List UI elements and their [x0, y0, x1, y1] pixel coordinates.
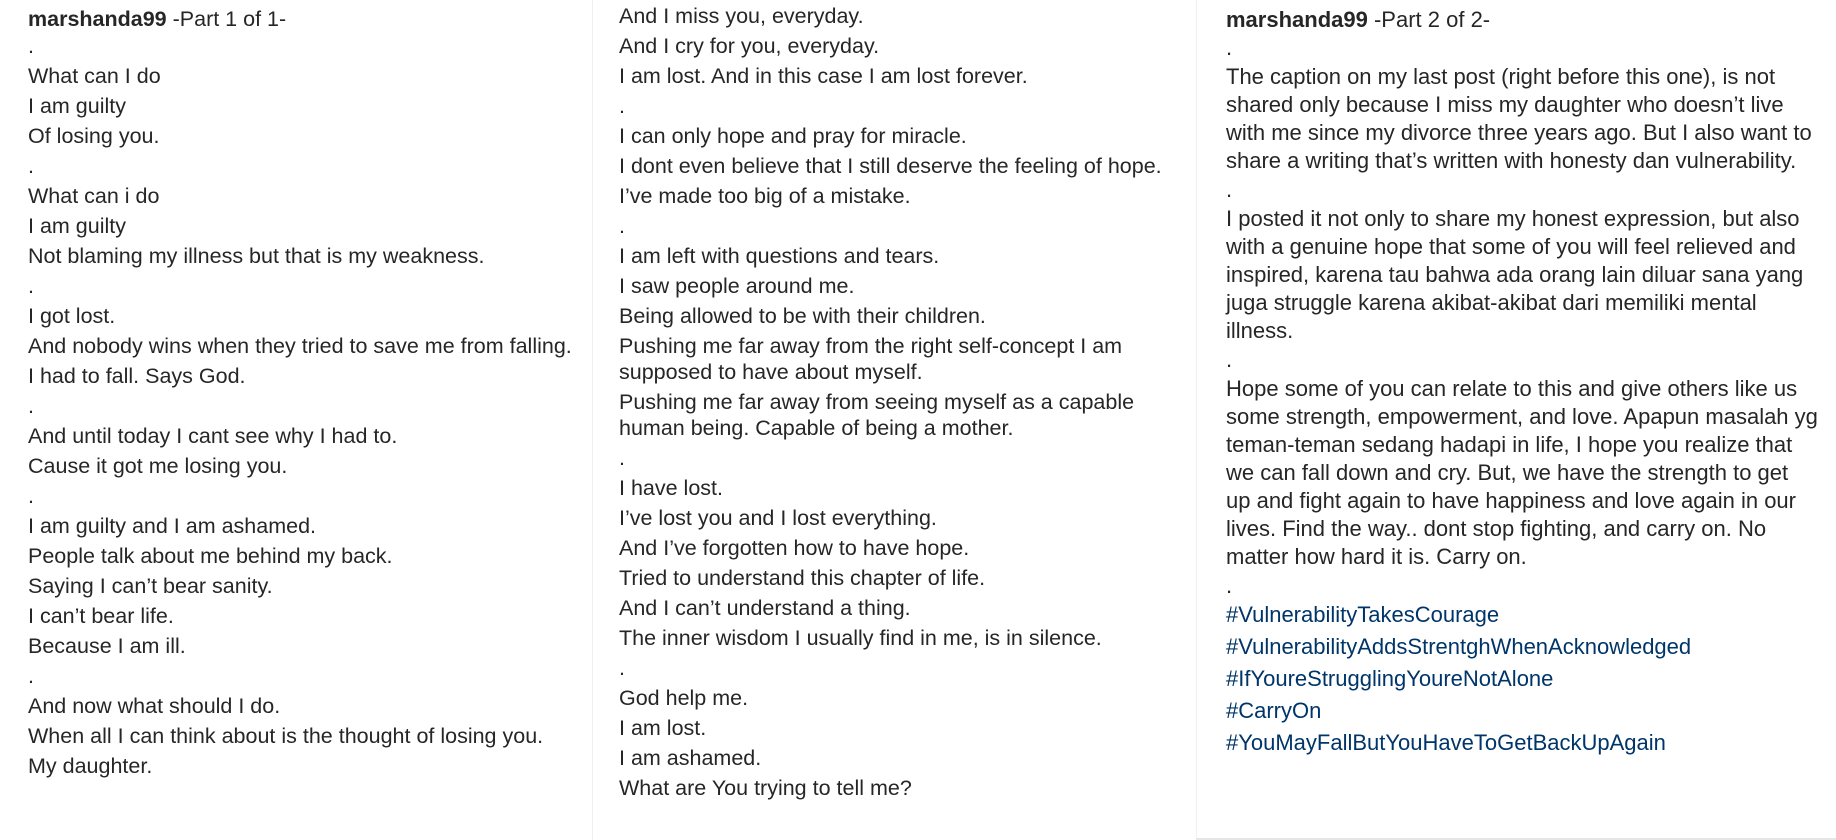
caption-body [28, 33, 573, 779]
caption-line: Cause it got me losing you. [28, 454, 288, 478]
hashtag-link[interactable]: #YouMayFallButYouHaveToGetBackUpAgain [1226, 730, 1666, 755]
caption-line: I am lost. And in this case I am lost forever. [619, 64, 1028, 88]
separator-dot: . [619, 656, 625, 680]
caption-line: I can’t bear life. [28, 604, 174, 628]
caption-line: I dont even believe that I still deserve the feeling of hope. [619, 154, 1162, 178]
caption-line: Of losing you. [28, 124, 160, 148]
caption-line: I posted it not only to share my honest expression, but also with a genuine hope that some of you will feel relieved and inspired, karena tau bahwa ada orang lain diluar sana yang juga struggle karena akibat-akibat dari memiliki mental illness. [1226, 206, 1804, 343]
separator-dot: . [28, 394, 34, 418]
separator-dot: . [619, 94, 625, 118]
hashtag-link[interactable]: #VulnerabilityAddsStrentghWhenAcknowledged [1226, 634, 1692, 659]
caption-line: The caption on my last post (right before this one), is not shared only because I miss my daughter who doesn’t live with me since my divorce three years ago. But I also want to share a writing that’s written with honesty dan vulnerability. [1226, 64, 1812, 173]
caption-line: I am lost. [619, 716, 707, 740]
caption-line: And I cry for you, everyday. [619, 34, 880, 58]
caption-body [619, 3, 1181, 801]
caption-line: And until today I cant see why I had to. [28, 424, 398, 448]
caption-line: I am ashamed. [619, 746, 762, 770]
separator-dot: . [1226, 347, 1233, 372]
caption-line: What are You trying to tell me? [619, 776, 912, 800]
caption-line: I have lost. [619, 476, 723, 500]
caption-line: Pushing me far away from the right self-concept I am supposed to have about myself. [619, 334, 1123, 384]
caption-line: I am guilty [28, 214, 126, 238]
username-link[interactable]: marshanda99 [1226, 7, 1368, 32]
separator-dot: . [1226, 35, 1233, 60]
caption-line: People talk about me behind my back. [28, 544, 393, 568]
separator-dot: . [28, 154, 34, 178]
caption-line: Being allowed to be with their children. [619, 304, 986, 328]
caption-line: I saw people around me. [619, 274, 855, 298]
separator-dot: . [28, 34, 34, 58]
separator-dot: . [28, 484, 34, 508]
caption-line: My daughter. [28, 754, 153, 778]
caption-header [28, 6, 573, 32]
caption-line: When all I can think about is the thought of losing you. [28, 724, 544, 748]
separator-dot: . [28, 274, 34, 298]
separator-dot: . [1226, 573, 1233, 598]
caption-line: I’ve made too big of a mistake. [619, 184, 911, 208]
caption-line: And nobody wins when they tried to save me from falling. [28, 334, 572, 358]
hashtag-link[interactable]: #IfYoureStrugglingYoureNotAlone [1226, 666, 1554, 691]
caption-line: I had to fall. Says God. [28, 364, 246, 388]
caption-line: Saying I can’t bear sanity. [28, 574, 273, 598]
separator-dot: . [1226, 177, 1233, 202]
hashtag-list [1226, 601, 1818, 757]
caption-line: Tried to understand this chapter of life. [619, 566, 986, 590]
separator-dot: . [619, 446, 625, 470]
caption-line: What can I do [28, 64, 161, 88]
caption-column-middle [619, 3, 1181, 805]
caption-line: I’ve lost you and I lost everything. [619, 506, 937, 530]
caption-header [1226, 6, 1818, 34]
caption-column-right [1226, 6, 1818, 761]
caption-line: Hope some of you can relate to this and give others like us some strength, empowerment, and love. Apapun masalah yg teman-teman sedang hadapi in life, I hope you realize that we can fall down and cry. But, we have the strength to get up and fight again to have happiness and love again in our lives. Find the way.. dont stop fighting, and carry on. No matter how hard it is. Carry on. [1226, 376, 1818, 569]
hashtag-link[interactable]: #VulnerabilityTakesCourage [1226, 602, 1500, 627]
caption-line: And I can’t understand a thing. [619, 596, 911, 620]
caption-line: God help me. [619, 686, 749, 710]
caption-line: What can i do [28, 184, 160, 208]
separator-dot: . [28, 664, 34, 688]
caption-column-left [28, 6, 573, 783]
caption-line: And I’ve forgotten how to have hope. [619, 536, 970, 560]
caption-line: The inner wisdom I usually find in me, is in silence. [619, 626, 1102, 650]
caption-line: Not blaming my illness but that is my weakness. [28, 244, 485, 268]
caption-line: I am left with questions and tears. [619, 244, 940, 268]
username-link[interactable]: marshanda99 [28, 7, 167, 31]
caption-line: I am guilty and I am ashamed. [28, 514, 317, 538]
part-label: -Part 2 of 2- [1367, 7, 1491, 32]
separator-dot: . [619, 214, 625, 238]
caption-line: Pushing me far away from seeing myself as a capable human being. Capable of being a mother. [619, 390, 1135, 440]
hashtag-link[interactable]: #CarryOn [1226, 698, 1322, 723]
caption-line: I got lost. [28, 304, 116, 328]
caption-body [1226, 35, 1818, 599]
caption-line: I can only hope and pray for miracle. [619, 124, 967, 148]
caption-line: I am guilty [28, 94, 126, 118]
caption-line: And I miss you, everyday. [619, 4, 864, 28]
part-label: -Part 1 of 1- [166, 7, 287, 31]
caption-line: Because I am ill. [28, 634, 186, 658]
caption-line: And now what should I do. [28, 694, 281, 718]
